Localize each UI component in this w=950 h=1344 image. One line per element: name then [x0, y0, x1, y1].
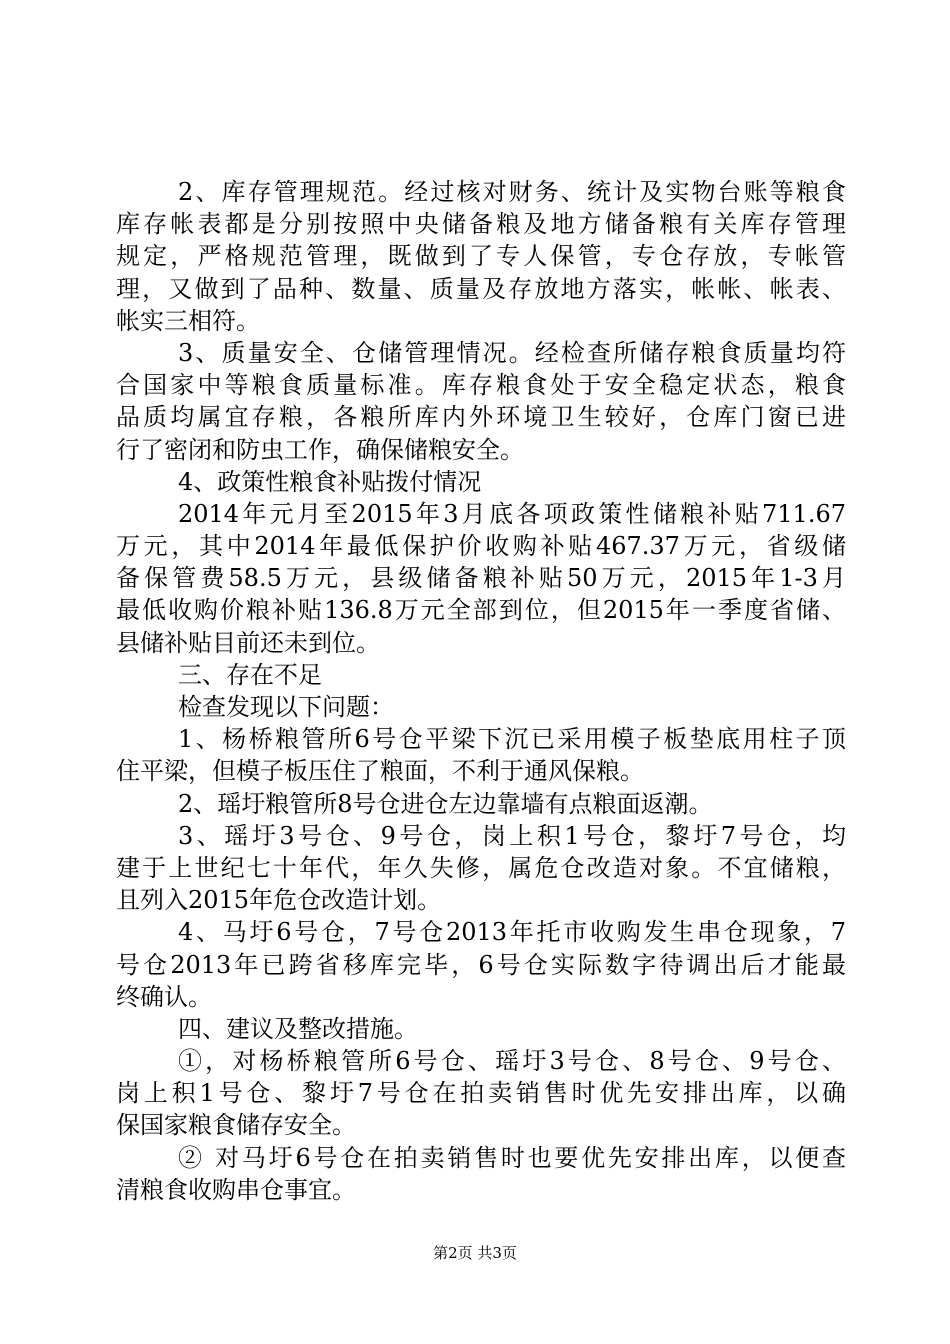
paragraph-line: 最低收购价粮补贴136.8万元全部到位，但2015年一季度省储、 — [116, 596, 846, 625]
paragraph-line: ② 对马圩6号仓在拍卖销售时也要优先安排出库，以便查 — [178, 1143, 846, 1172]
paragraph-line: 理，又做到了品种、数量、质量及存放地方落实，帐帐、帐表、 — [116, 274, 846, 303]
paragraph-line: 3、瑶圩3号仓、9号仓，岗上积1号仓，黎圩7号仓，均 — [178, 821, 846, 850]
paragraph-line: 保国家粮食储存安全。 — [116, 1111, 356, 1140]
paragraph-line: 合国家中等粮食质量标准。库存粮食处于安全稳定状态，粮食 — [116, 371, 846, 400]
paragraph-line: 4、马圩6号仓，7号仓2013年托市收购发生串仓现象，7 — [178, 918, 846, 947]
page-number-footer: 第2页 共3页 — [433, 1244, 517, 1262]
section-heading: 4、政策性粮食补贴拨付情况 — [178, 467, 482, 496]
paragraph-line: 品质均属宜存粮，各粮所库内外环境卫生较好，仓库门窗已进 — [116, 403, 846, 432]
paragraph-line: 岗上积1号仓、黎圩7号仓在拍卖销售时优先安排出库，以确 — [116, 1079, 846, 1108]
paragraph-line: 2、库存管理规范。经过核对财务、统计及实物台账等粮食 — [178, 178, 846, 206]
paragraph-line: 建于上世纪七十年代，年久失修，属危仓改造对象。不宜储粮， — [116, 853, 846, 882]
paragraph-line: 万元，其中2014年最低保护价收购补贴467.37万元，省级储 — [116, 532, 846, 561]
paragraph-line: 检查发现以下问题： — [178, 693, 394, 721]
section-heading: 四、建议及整改措施。 — [178, 1014, 418, 1043]
paragraph-line: 终确认。 — [116, 982, 212, 1011]
paragraph-line: 且列入2015年危仓改造计划。 — [116, 886, 442, 915]
paragraph-line: 2014年元月至2015年3月底各项政策性储粮补贴711.67 — [178, 499, 846, 528]
paragraph-line: 县储补贴目前还未到位。 — [116, 628, 380, 657]
paragraph-line: ①，对杨桥粮管所6号仓、瑶圩3号仓、8号仓、9号仓、 — [178, 1047, 846, 1076]
paragraph-line: 2、瑶圩粮管所8号仓进仓左边靠墙有点粮面返潮。 — [178, 789, 713, 818]
paragraph-line: 住平梁，但模子板压住了粮面，不利于通风保粮。 — [116, 757, 644, 786]
paragraph-line: 1、杨桥粮管所6号仓平梁下沉已采用模子板垫底用柱子顶 — [178, 725, 846, 754]
paragraph-line: 帐实三相符。 — [116, 306, 260, 335]
section-heading: 三、存在不足 — [178, 660, 322, 689]
paragraph-line: 备保管费58.5万元，县级储备粮补贴50万元，2015年1-3月 — [116, 564, 846, 593]
paragraph-line: 号仓2013年已跨省移库完毕，6号仓实际数字待调出后才能最 — [116, 950, 846, 979]
paragraph-line: 行了密闭和防虫工作，确保储粮安全。 — [116, 435, 524, 464]
paragraph-line: 库存帐表都是分别按照中央储备粮及地方储备粮有关库存管理 — [116, 210, 846, 239]
paragraph-line: 规定，严格规范管理，既做到了专人保管，专仓存放，专帐管 — [116, 242, 846, 271]
paragraph-line: 3、质量安全、仓储管理情况。经检查所储存粮食质量均符 — [178, 338, 846, 367]
document-body — [116, 176, 846, 1206]
paragraph-line: 清粮食收购串仓事宜。 — [116, 1175, 356, 1204]
